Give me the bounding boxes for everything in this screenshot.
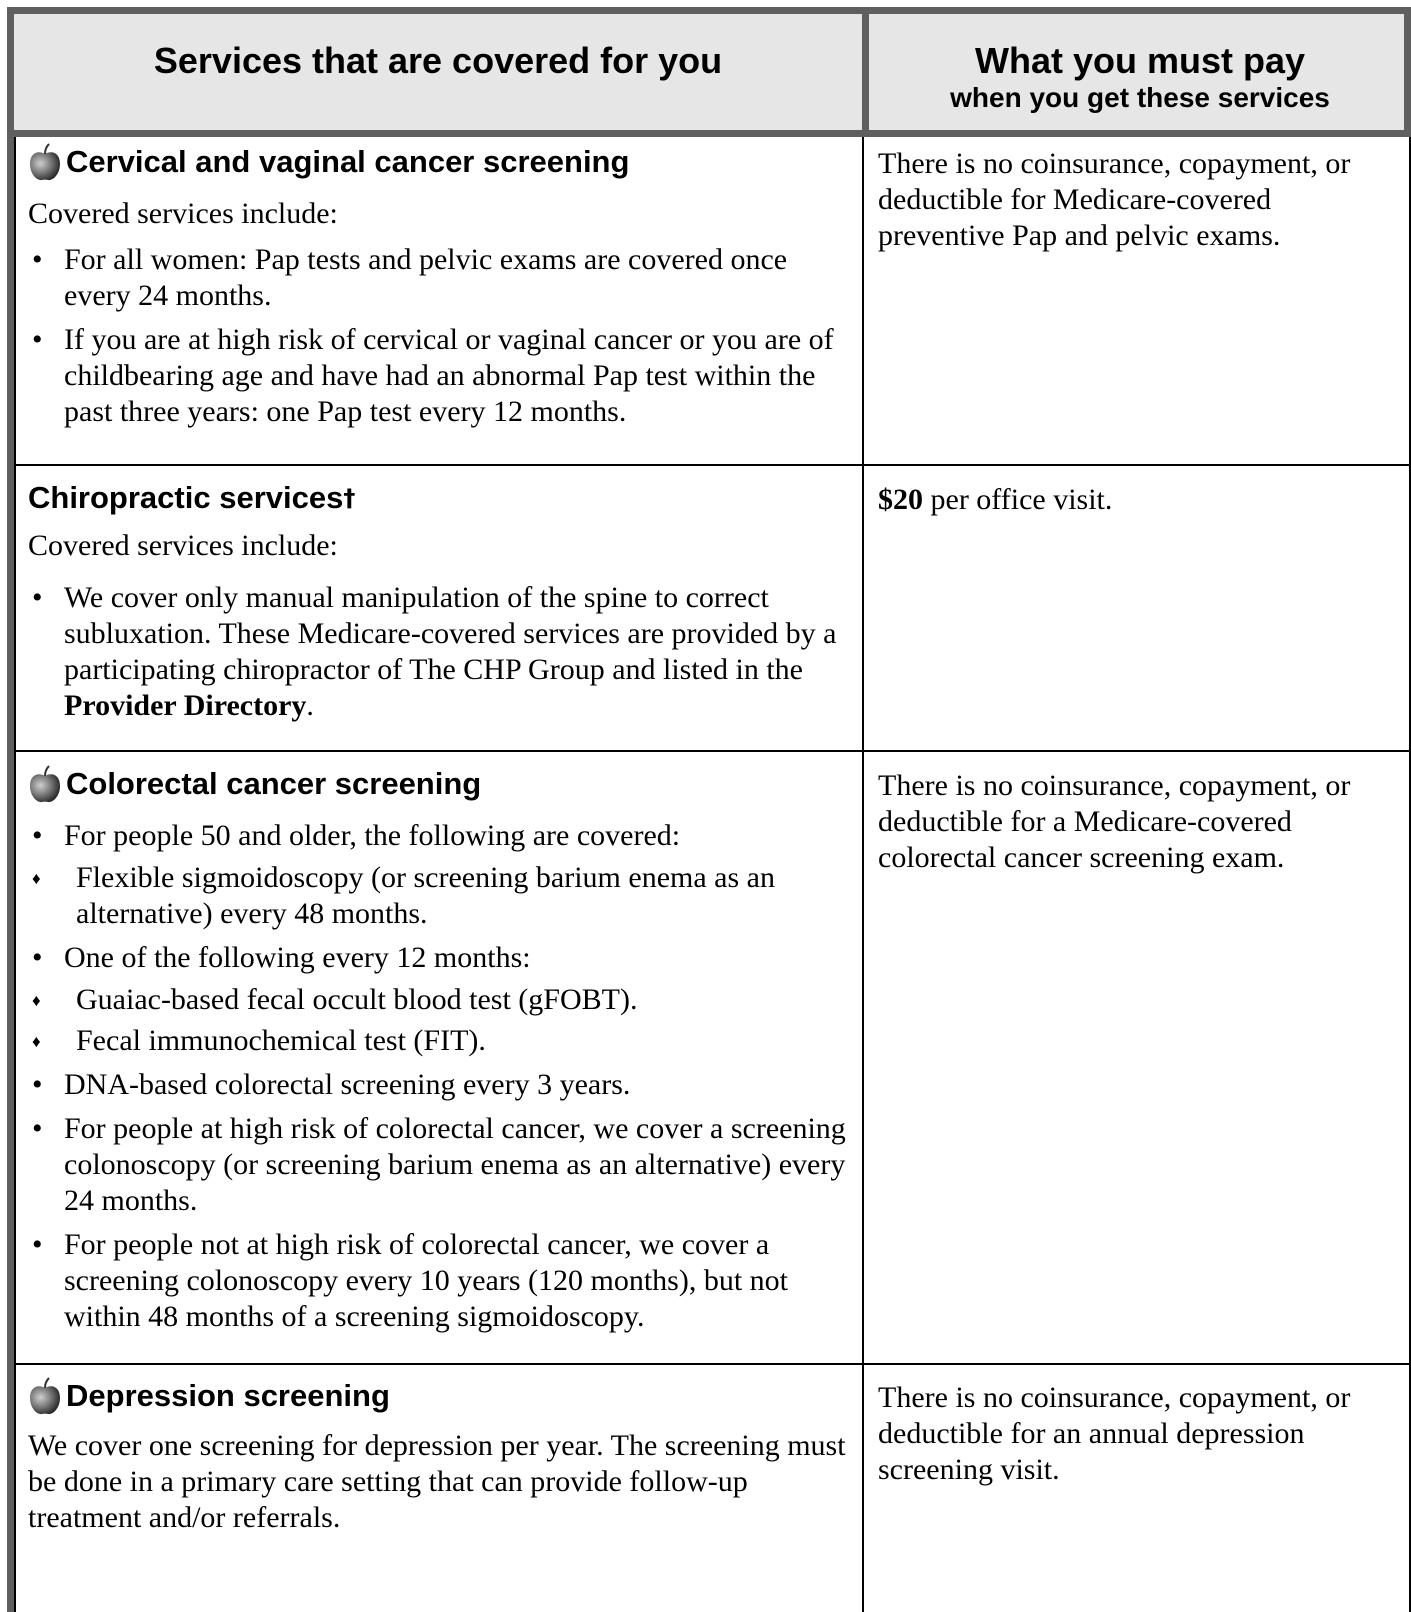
sub-list-item: ♦ Guaiac-based fecal occult blood test (gFOBT). <box>28 982 850 1018</box>
row-title: Colorectal cancer screening <box>28 764 850 804</box>
copay-amount: $20 <box>878 483 923 516</box>
row-title: Cervical and vaginal cancer screening <box>28 142 850 182</box>
row-title: Depression screening <box>28 1376 850 1416</box>
row-divider <box>14 1363 1411 1365</box>
row-title: Chiropractic services † <box>28 480 356 515</box>
list-item: • For people 50 and older, the following are covered: ♦ Flexible sigmoidoscopy (or screening barium enema as an alternative) every 48 months. <box>28 818 850 932</box>
dagger-mark: † <box>343 484 356 512</box>
sub-list <box>28 860 850 932</box>
list-item: • For all women: Pap tests and pelvic exams are covered once every 24 months. <box>28 242 850 314</box>
row-depression-service <box>16 1376 862 1536</box>
row-divider <box>14 464 1411 466</box>
sub-list-item: ♦ Flexible sigmoidoscopy (or screening barium enema as an alternative) every 48 months. <box>28 860 850 932</box>
sub-list <box>28 982 850 1059</box>
list-item: • We cover only manual manipulation of the spine to correct subluxation. These Medicare-covered services are provided by a participating chiropractor of The CHP Group and listed in the Provider Directory. <box>28 580 850 724</box>
apple-icon <box>28 142 62 182</box>
list-item: • For people not at high risk of colorectal cancer, we cover a screening colonoscopy every 10 years (120 months), but not within 48 months of a screening sigmoidoscopy. <box>28 1227 850 1335</box>
list-item: • DNA-based colorectal screening every 3 years. <box>28 1067 850 1103</box>
bullet-list <box>28 242 850 430</box>
header-right-title: What you must pay <box>974 40 1306 81</box>
bullet-list <box>28 818 850 1335</box>
apple-icon <box>28 1376 62 1416</box>
row-intro: Covered services include: <box>28 197 338 230</box>
bullet-list <box>28 580 850 724</box>
provider-directory-ref: Provider Directory <box>64 689 307 722</box>
list-item: • One of the following every 12 months: ♦ Guaiac-based fecal occult blood test (gFOBT). ♦ Fecal immunochemical test (FIT). <box>28 940 850 1059</box>
row-body: We cover one screening for depression per year. The screening must be done in a primary care setting that can provide follow-up treatment and/or referrals. <box>28 1429 846 1534</box>
header-right <box>869 14 1411 130</box>
row-chiropractic-pay: $20 per office visit. <box>878 483 1113 516</box>
header-left <box>14 14 862 130</box>
apple-icon <box>28 764 62 804</box>
header-divider <box>862 7 869 137</box>
row-colorectal-pay: There is no coinsurance, copayment, or deductible for a Medicare-covered colorectal cancer screening exam. <box>878 769 1351 874</box>
row-intro: Covered services include: <box>28 529 338 562</box>
row-colorectal-service <box>16 764 862 1343</box>
header-left-title: Services that are covered for you <box>153 40 723 81</box>
sub-list-item: ♦ Fecal immunochemical test (FIT). <box>28 1023 850 1059</box>
row-depression-pay: There is no coinsurance, copayment, or deductible for an annual depression screening visit. <box>878 1381 1351 1486</box>
row-cervical-service <box>16 142 862 438</box>
row-chiropractic-service <box>16 480 862 724</box>
header-bottom-border <box>7 130 1411 137</box>
header-right-border <box>1404 7 1411 137</box>
list-item: • For people at high risk of colorectal cancer, we cover a screening colonoscopy (or screening barium enema as an alternative) every 24 months. <box>28 1111 850 1219</box>
header-right-subtitle: when you get these services <box>950 82 1330 113</box>
list-item: • If you are at high risk of cervical or vaginal cancer or you are of childbearing age and have had an abnormal Pap test within the past three years: one Pap test every 12 months. <box>28 322 850 430</box>
row-cervical-pay: There is no coinsurance, copayment, or deductible for Medicare-covered preventive Pap and pelvic exams. <box>878 147 1351 252</box>
row-divider <box>14 750 1411 752</box>
